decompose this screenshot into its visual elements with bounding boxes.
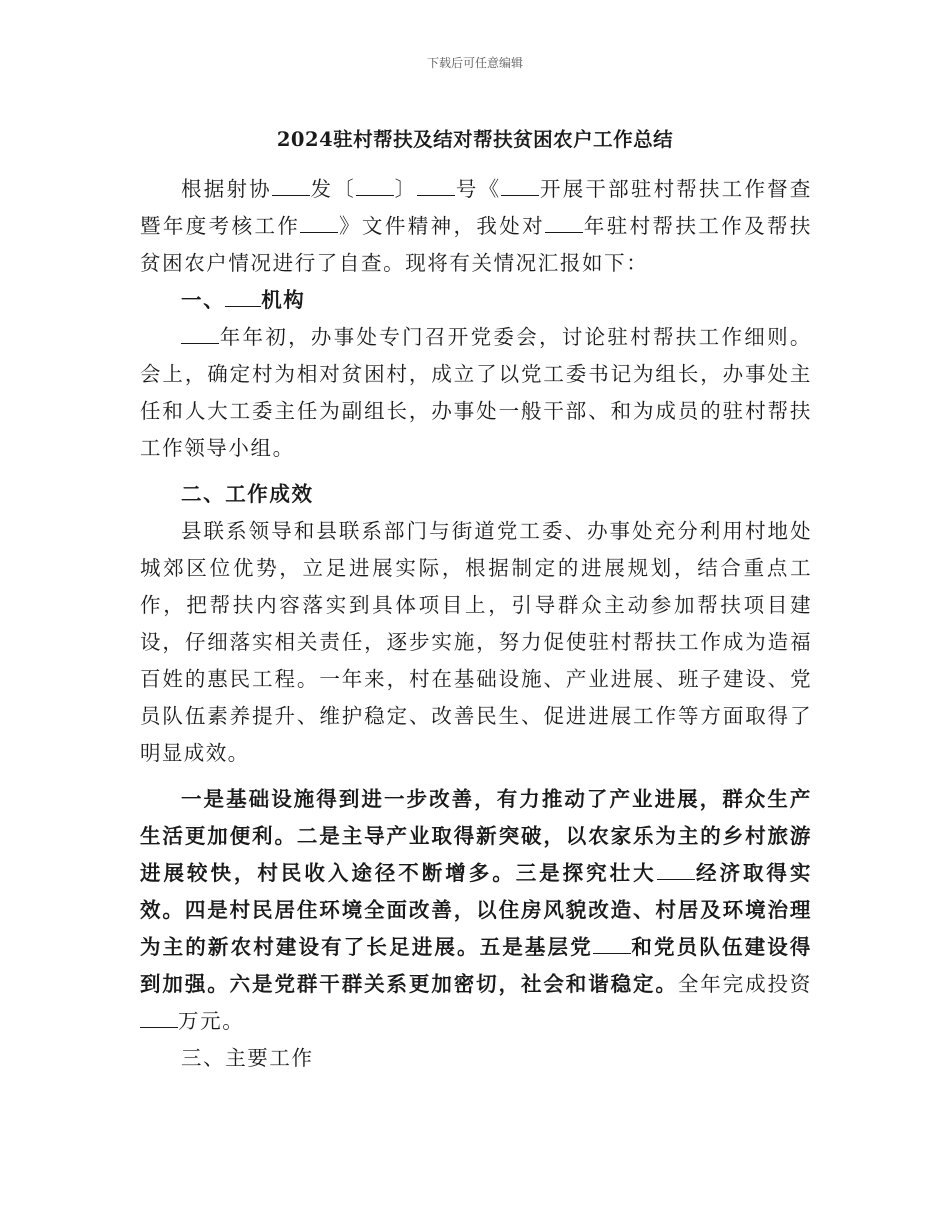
section-2-paragraph-1: 县联系领导和县联系部门与街道党工委、办事处充分利用村地处城郊区位优势，立足进展实际，根据制定的进展规划，结合重点工作，把帮扶内容落实到具体项目上，引导群众主动参加帮扶项目建设，仔细落实相关责任，逐步实施，努力促使驻村帮扶工作成为造福百姓的惠民工程。一年来，村在基础设施、产业进展、班子建设、党员队伍素养提升、维护稳定、改善民生、促进进展工作等方面取得了明显成效。 <box>140 519 812 765</box>
bold-text: 和党员队伍建设得到加强。六是党群干群关系更加密切，社会和谐稳定。 <box>140 935 812 996</box>
section-heading-3: 三、主要工作 <box>181 1046 314 1070</box>
page-header-note: 下载后可任意编辑 <box>426 56 523 70</box>
section-2-paragraph-2 <box>140 781 812 1040</box>
bold-text: 经济取得实效。四是村民居住环境全面改善，以住房风貌改造、村居及环境治理为主的新农村建设有了长足进展。五是基层党 <box>140 861 813 959</box>
blank-underline <box>272 195 310 196</box>
blank-underline <box>225 306 261 307</box>
blank-underline <box>501 195 539 196</box>
intro-text: 〕 <box>393 177 418 201</box>
blank-underline <box>657 879 695 880</box>
section-heading-2: 二、工作成效 <box>181 482 314 506</box>
heading-text: 一、 <box>181 288 226 312</box>
intro-text: 号《 <box>455 177 502 201</box>
intro-text: 》文件精神，我处对 <box>338 214 546 238</box>
blank-underline <box>593 953 631 954</box>
section-1-paragraph <box>140 319 812 467</box>
intro-text: 年驻村帮扶工作及帮扶贫困农户情况进行了自查。现将有关情况汇报如下： <box>140 214 813 275</box>
blank-underline <box>356 195 394 196</box>
intro-text: 根据射协 <box>181 177 272 201</box>
blank-underline <box>140 1027 178 1028</box>
intro-paragraph <box>140 171 812 282</box>
paragraph-text: 万元。 <box>178 1009 245 1033</box>
intro-text: 开展干部驻村帮扶工作督查暨年度考核工作 <box>140 177 812 238</box>
heading-text: 机构 <box>261 288 306 312</box>
paragraph-text: 全年完成投资 <box>677 972 812 996</box>
bold-text: 一是基础设施得到进一步改善，有力推动了产业进展，群众生产生活更加便利。二是主导产业取得新突破，以农家乐为主的乡村旅游进展较快，村民收入途径不断增多。三是探究壮大 <box>140 787 812 885</box>
section-heading-1 <box>140 282 812 319</box>
intro-text: 发〔 <box>309 177 356 201</box>
blank-underline <box>417 195 455 196</box>
paragraph-text: 年年初，办事处专门召开党委会，讨论驻村帮扶工作细则。会上，确定村为相对贫困村，成立了以党工委书记为组长，办事处主任和人大工委主任为副组长，办事处一般干部、和为成员的驻村帮扶工作领导小组。 <box>140 325 812 460</box>
blank-underline <box>545 232 583 233</box>
blank-underline <box>181 343 219 344</box>
blank-underline <box>300 232 338 233</box>
document-body <box>140 171 812 1077</box>
document-title: 2024驻村帮扶及结对帮扶贫困农户工作总结 <box>276 128 674 151</box>
